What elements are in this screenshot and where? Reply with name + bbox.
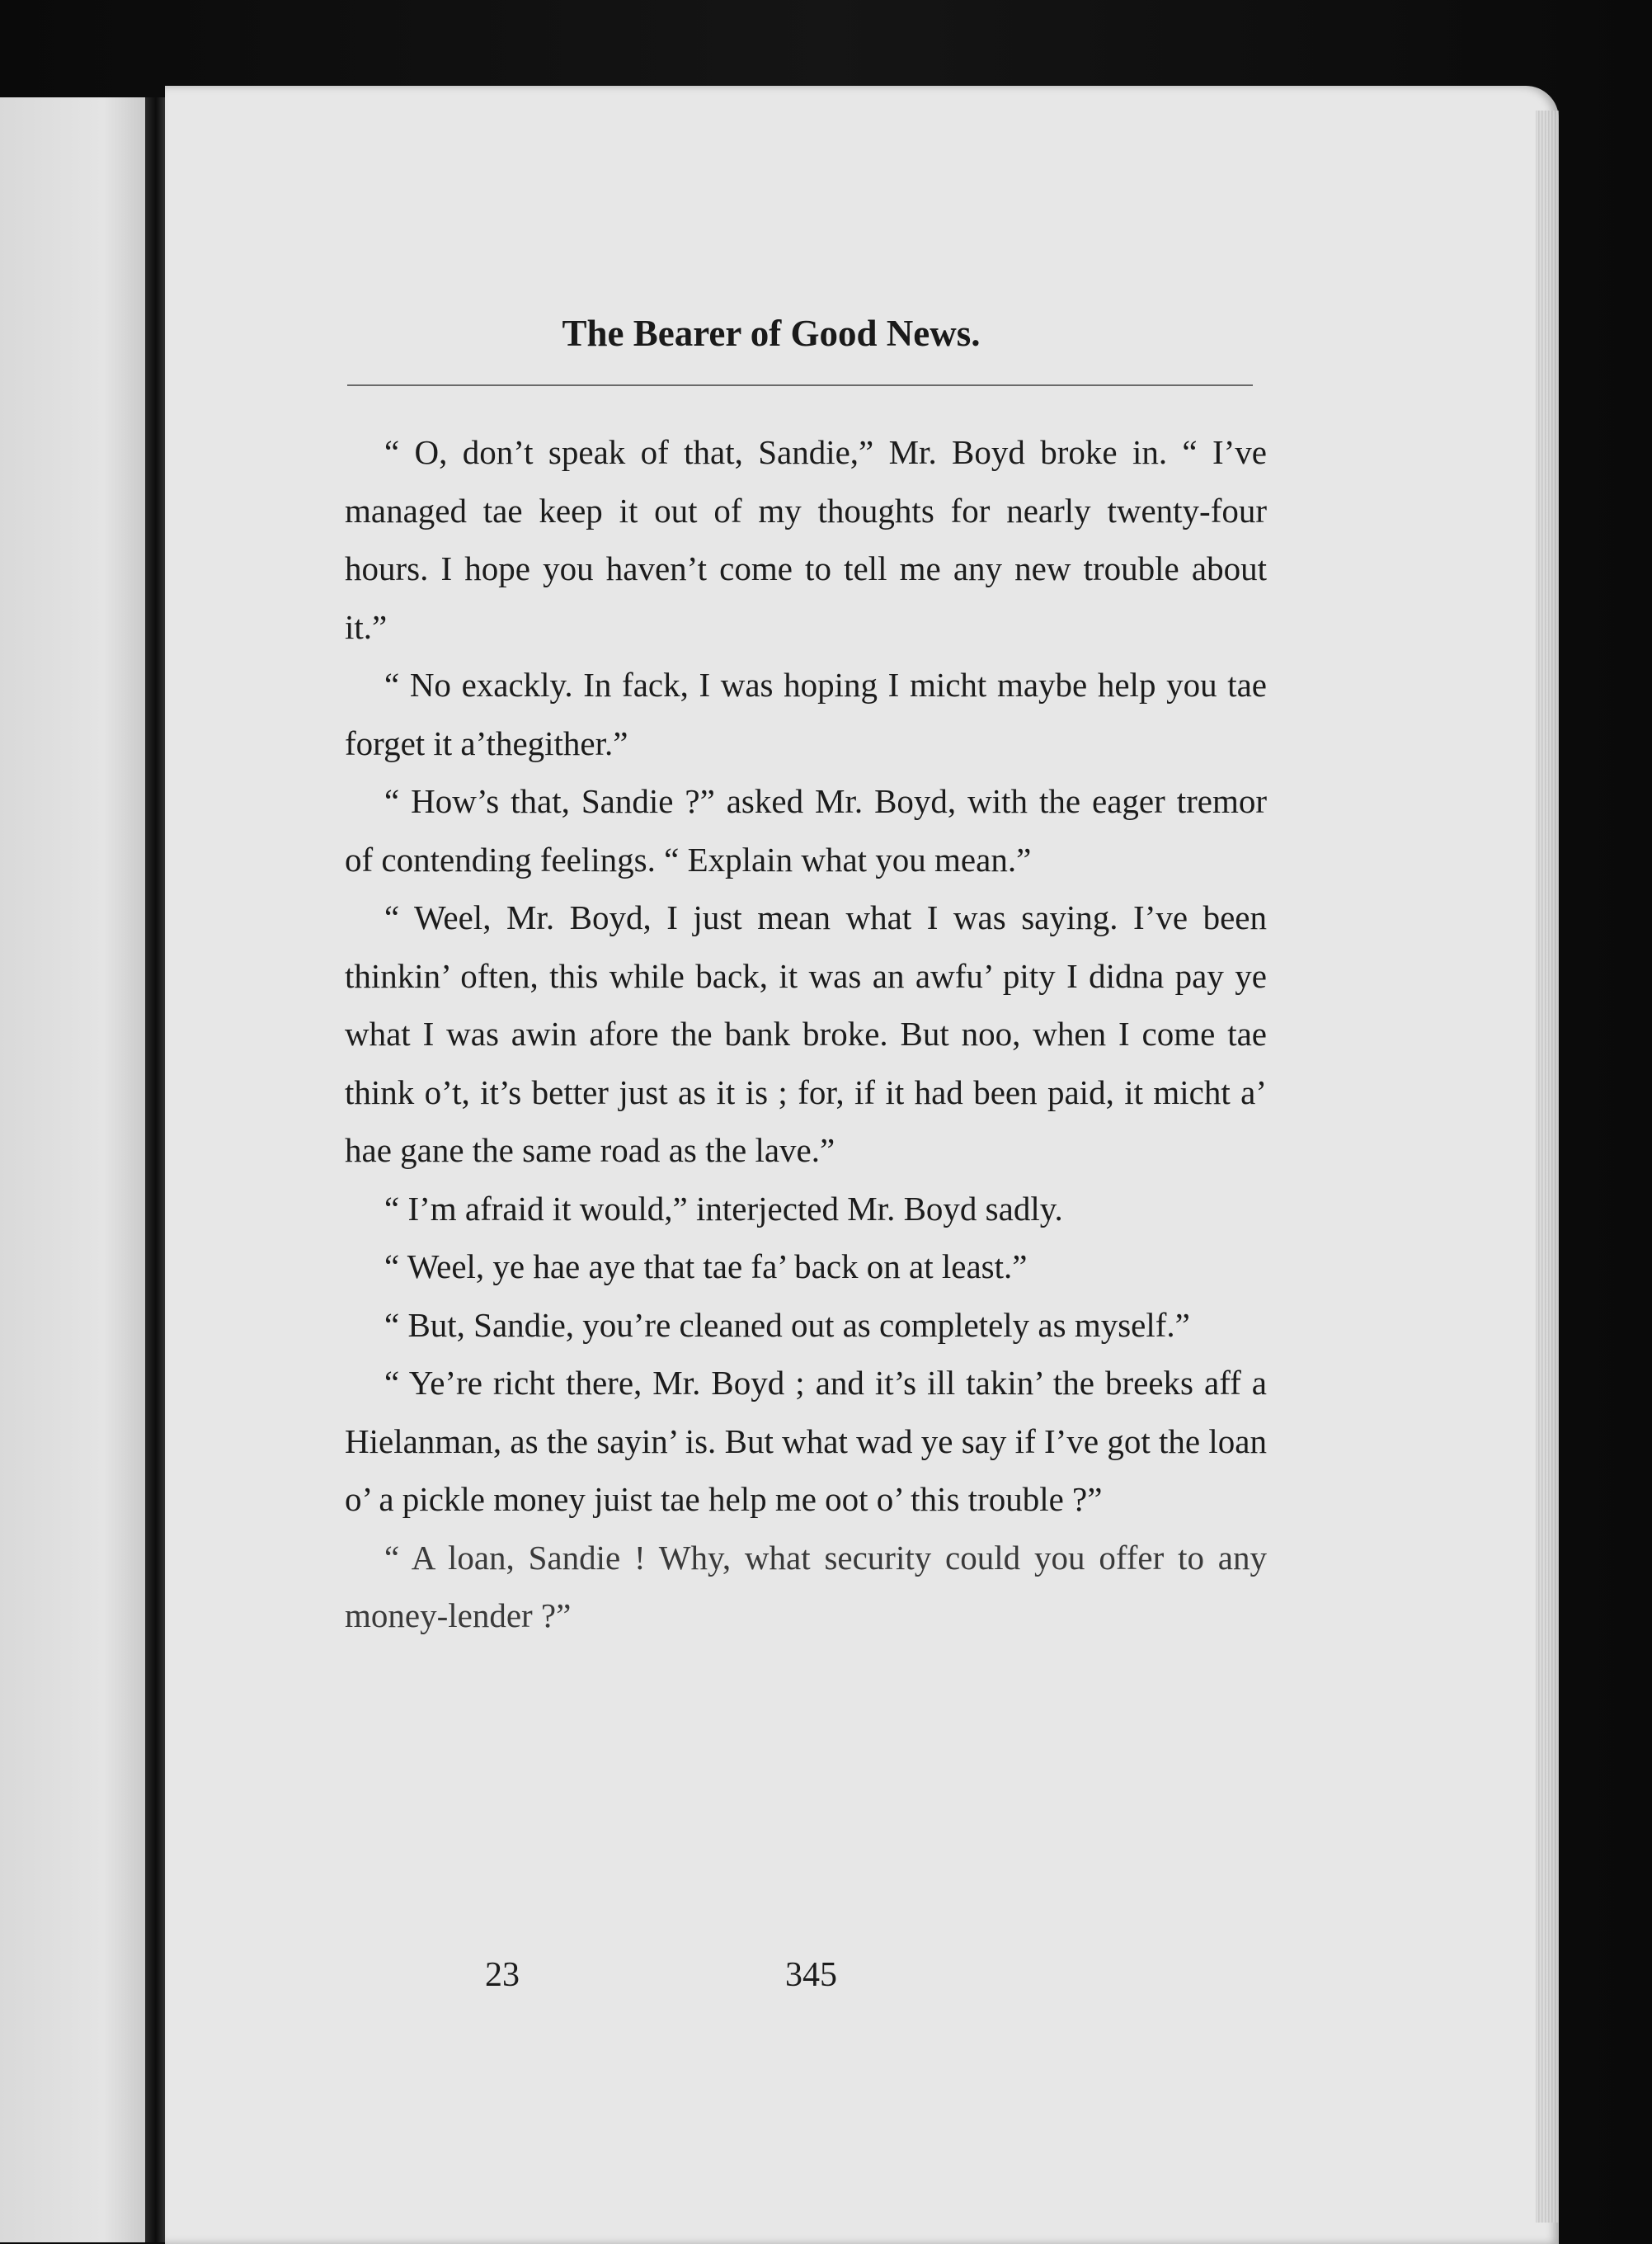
- body-text: [345, 423, 1267, 1645]
- running-head: The Bearer of Good News.: [562, 313, 981, 354]
- paragraph: “ I’m afraid it would,” interjected Mr. Boyd sadly.: [384, 1189, 1063, 1228]
- signature-mark: 23: [485, 1956, 520, 1994]
- paragraph: “ Ye’re richt there, Mr. Boyd ; and it’s ill takin’ the breeks aff a Hielanman, as the sayin’ is. But what wad ye say if I’ve got the loan o’ a pickle money juist tae help me oot o’ this trouble ?”: [345, 1364, 1267, 1518]
- page-edge-stack: [1536, 111, 1559, 2223]
- paragraph: “ Weel, ye hae aye that tae fa’ back on at least.”: [384, 1247, 1028, 1285]
- paragraph: “ A loan, Sandie ! Why, what security could you offer to any money-lender ?”: [345, 1538, 1267, 1634]
- paragraph: “ But, Sandie, you’re cleaned out as completely as myself.”: [384, 1305, 1190, 1344]
- page-number: 345: [785, 1956, 837, 1994]
- head-rule: [347, 384, 1253, 386]
- paragraph: “ Weel, Mr. Boyd, I just mean what I was saying. I’ve been thinkin’ often, this while back, it was an awfu’ pity I didna pay ye what I was awin afore the bank broke. But noo, when I come tae think o’t, it’s better just as it is ; for, if it had been paid, it micht a’ hae gane the same road as the lave.”: [345, 898, 1267, 1169]
- left-page-edge: [0, 97, 148, 2242]
- paragraph: “ How’s that, Sandie ?” asked Mr. Boyd, with the eager tremor of contending feelings. “ Explain what you mean.”: [345, 782, 1267, 879]
- paragraph: “ O, don’t speak of that, Sandie,” Mr. Boyd broke in. “ I’ve managed tae keep it out of my thoughts for nearly twenty-four hours. I hope you haven’t come to tell me any new trouble about it.”: [345, 433, 1267, 646]
- book-gutter: [145, 97, 167, 2242]
- paragraph: “ No exackly. In fack, I was hoping I micht maybe help you tae forget it a’thegither.”: [345, 666, 1267, 762]
